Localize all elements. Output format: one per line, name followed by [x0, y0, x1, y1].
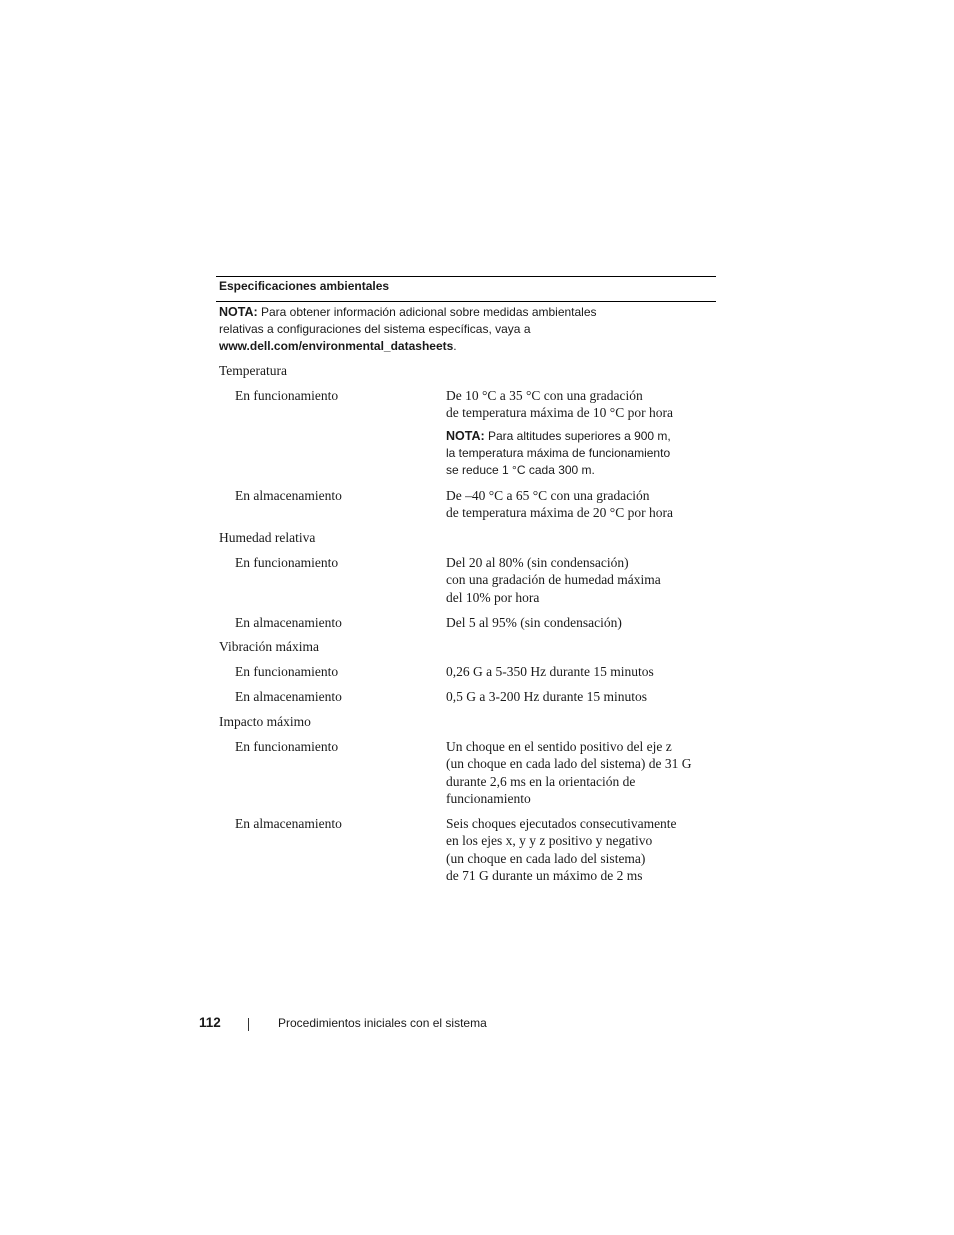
vibration-operating-label: En funcionamiento — [235, 664, 339, 679]
value-line: Del 5 al 95% (sin condensación) — [446, 615, 622, 630]
temperature-storage-value — [446, 487, 716, 522]
humidity-storage-value — [446, 614, 716, 631]
temperature-operating-value — [446, 387, 716, 422]
vibration-operating-value — [446, 663, 716, 680]
temperature-operating-label: En funcionamiento — [235, 388, 339, 403]
vibration-storage-label: En almacenamiento — [235, 689, 342, 704]
shock-operating-value — [446, 738, 716, 807]
temperature-label: Temperatura — [219, 363, 288, 378]
table-header — [216, 276, 716, 302]
value-line: del 10% por hora — [446, 589, 540, 605]
value-line: Del 20 al 80% (sin condensación) — [446, 555, 629, 570]
value-line: De 10 °C a 35 °C con una gradación — [446, 388, 643, 403]
note-line: la temperatura máxima de funcionamiento — [446, 446, 671, 460]
humidity-storage-label: En almacenamiento — [235, 615, 342, 630]
shock-label: Impacto máximo — [219, 714, 311, 729]
value-line: (un choque en cada lado del sistema) — [446, 850, 646, 866]
humidity-label: Humedad relativa — [219, 530, 316, 545]
footer-separator — [248, 1018, 249, 1031]
value-line: durante 2,6 ms en la orientación de — [446, 773, 636, 789]
value-line: con una gradación de humedad máxima — [446, 572, 661, 588]
shock-operating-label: En funcionamiento — [235, 739, 339, 754]
environmental-spec-table — [216, 276, 716, 883]
table-header-title: Especificaciones ambientales — [219, 279, 390, 293]
value-line: 0,26 G a 5-350 Hz durante 15 minutos — [446, 664, 654, 679]
page-number: 112 — [199, 1015, 221, 1030]
temperature-note — [446, 428, 671, 479]
general-note — [219, 304, 597, 355]
value-line: 0,5 G a 3-200 Hz durante 15 minutos — [446, 689, 647, 704]
shock-storage-label: En almacenamiento — [235, 816, 342, 831]
note-line-1: Para obtener información adicional sobre medidas ambientales — [261, 305, 597, 319]
value-line: funcionamiento — [446, 790, 531, 806]
page-footer — [0, 1014, 954, 1034]
note-line-2: relativas a configuraciones del sistema específicas, vaya a — [219, 322, 531, 336]
value-line: de temperatura máxima de 20 °C por hora — [446, 505, 673, 521]
note-end: . — [453, 339, 457, 353]
value-line: de 71 G durante un máximo de 2 ms — [446, 867, 643, 883]
note-line: Para altitudes superiores a 900 m, — [488, 429, 671, 443]
note-label: NOTA: — [219, 305, 258, 319]
humidity-operating-value — [446, 554, 716, 606]
note-line: se reduce 1 °C cada 300 m. — [446, 463, 595, 477]
value-line: de temperatura máxima de 10 °C por hora — [446, 405, 673, 421]
datasheets-link[interactable]: www.dell.com/environmental_datasheets — [219, 339, 454, 353]
value-line: Un choque en el sentido positivo del eje z — [446, 739, 672, 754]
vibration-storage-value — [446, 688, 716, 705]
shock-storage-value — [446, 815, 716, 884]
value-line: De –40 °C a 65 °C con una gradación — [446, 488, 650, 503]
footer-title: Procedimientos iniciales con el sistema — [278, 1016, 487, 1030]
value-line: Seis choques ejecutados consecutivamente — [446, 816, 677, 831]
temperature-note-label: NOTA: — [446, 429, 485, 443]
humidity-operating-label: En funcionamiento — [235, 555, 339, 570]
value-line: (un choque en cada lado del sistema) de 31 G — [446, 756, 692, 772]
vibration-label: Vibración máxima — [219, 639, 320, 654]
temperature-storage-label: En almacenamiento — [235, 488, 342, 503]
value-line: en los ejes x, y y z positivo y negativo — [446, 833, 653, 849]
